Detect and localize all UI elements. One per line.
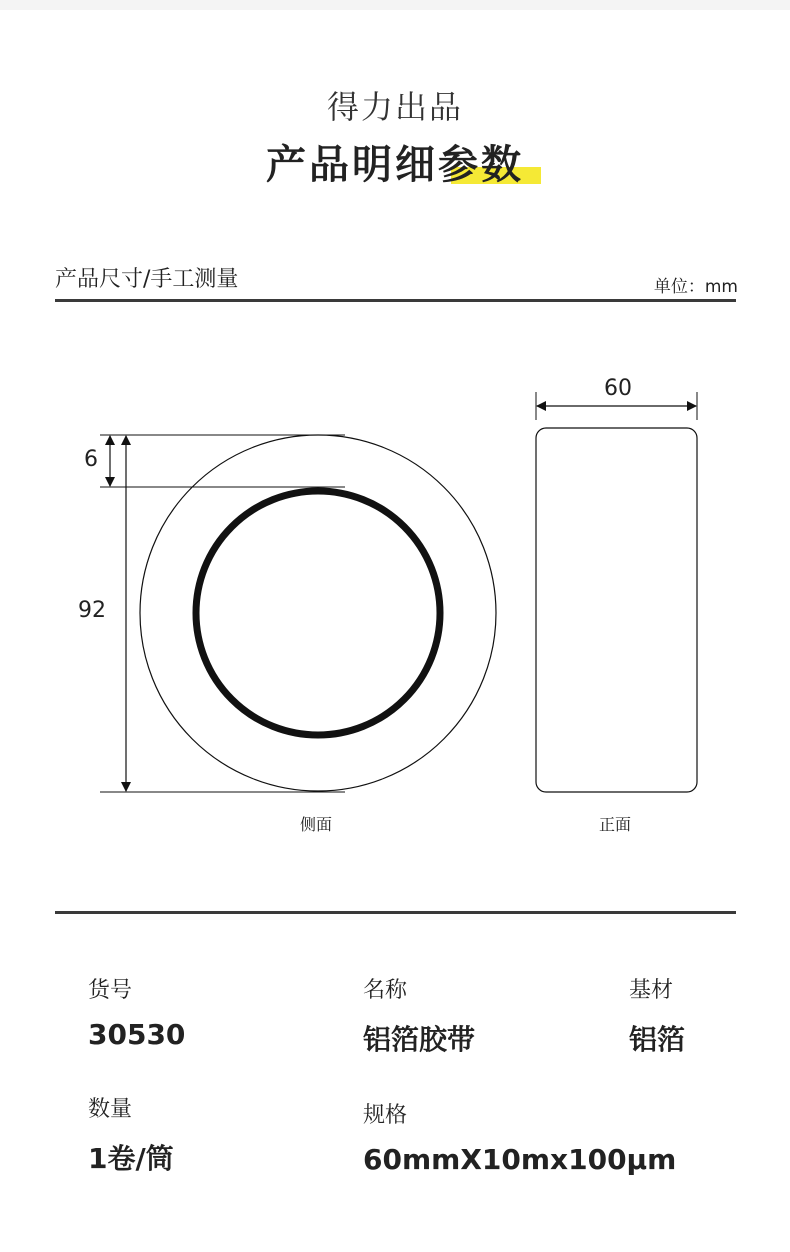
spec-value: 铝箔胶带 bbox=[363, 1023, 476, 1056]
thickness-dimension-label: 6 bbox=[84, 447, 98, 472]
dimension-diagram bbox=[0, 360, 790, 830]
width-dimension-label: 60 bbox=[604, 376, 632, 401]
section-divider-bottom bbox=[55, 911, 736, 914]
brand-subtitle: 得力出品 bbox=[326, 88, 463, 126]
spec-item-quantity bbox=[88, 1092, 174, 1177]
top-strip bbox=[0, 0, 790, 10]
side-view-label: 侧面 bbox=[300, 815, 333, 834]
diameter-dimension-label: 92 bbox=[78, 598, 106, 623]
unit-label: 单位：mm bbox=[653, 277, 738, 297]
spec-label: 规格 bbox=[363, 1103, 408, 1128]
spec-value: 1卷/筒 bbox=[88, 1142, 174, 1175]
spec-value: 30530 bbox=[88, 1018, 186, 1051]
spec-label: 名称 bbox=[363, 978, 408, 1003]
spec-item-name bbox=[363, 973, 475, 1058]
page-title bbox=[266, 133, 524, 190]
spec-item-size bbox=[363, 1098, 676, 1176]
spec-value: 铝箔 bbox=[629, 1023, 686, 1056]
page-title-wrap bbox=[0, 133, 790, 190]
spec-label: 基材 bbox=[629, 978, 674, 1003]
spec-label: 数量 bbox=[88, 1097, 133, 1122]
spec-item-material bbox=[629, 973, 685, 1058]
spec-label: 货号 bbox=[88, 978, 133, 1003]
spec-item-number bbox=[88, 973, 185, 1051]
page-title-text: 产品明细参数 bbox=[266, 142, 524, 188]
section-divider-top bbox=[55, 299, 736, 302]
roll-core-circle bbox=[196, 491, 440, 735]
front-view-rect bbox=[536, 428, 697, 792]
section-heading: 产品尺寸/手工测量 bbox=[55, 267, 239, 292]
spec-value: 60mmX10mx100µm bbox=[363, 1143, 677, 1176]
front-view-label: 正面 bbox=[599, 815, 632, 834]
